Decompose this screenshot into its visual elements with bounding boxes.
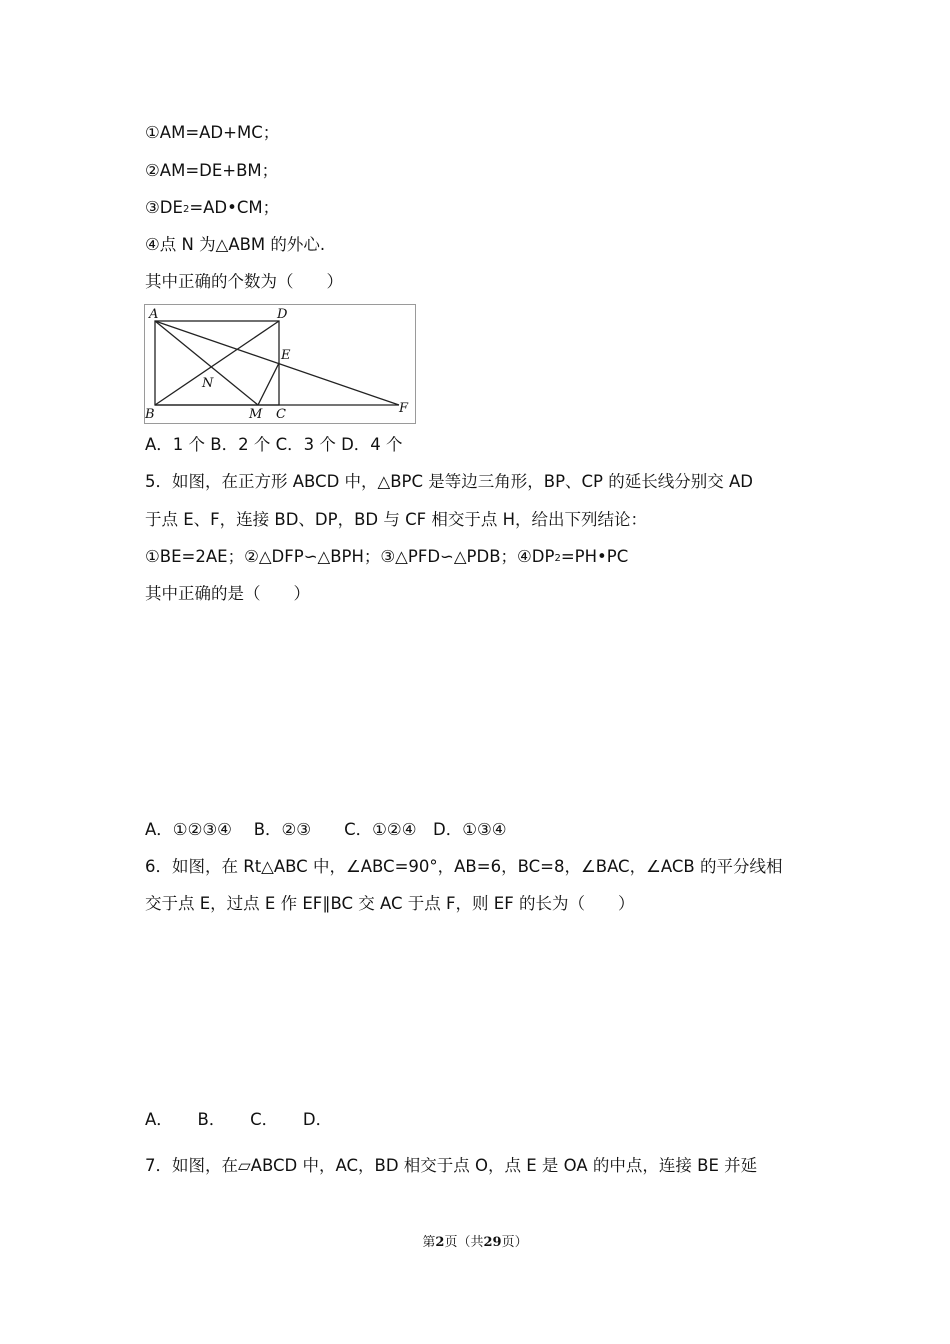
label-D: D xyxy=(277,307,288,322)
q4-options: A．1 个 B．2 个 C．3 个 D．4 个 xyxy=(145,435,403,454)
label-M: M xyxy=(249,407,263,422)
q5-stem-line2: 于点 E、F，连接 BD、DP，BD 与 CF 相交于点 H，给出下列结论： xyxy=(145,510,648,529)
q4-statement-3: $③DE^2=AD•CM$； xyxy=(145,198,280,217)
q4-statement-2: ②AM=DE+BM； xyxy=(145,161,279,180)
label-A: A xyxy=(149,307,159,322)
q6-stem-line2: 交于点 E，过点 E 作 EF∥BC 交 AC 于点 F，则 EF 的长为（ ） xyxy=(145,894,635,913)
label-E: E xyxy=(281,348,291,363)
q5-prompt: 其中正确的是（ ） xyxy=(145,584,310,603)
label-C: C xyxy=(276,407,286,422)
q4-prompt: 其中正确的个数为（ ） xyxy=(145,272,343,291)
q6-stem-line1: 6．如图，在 Rt△ABC 中，∠ABC=90°，AB=6，BC=8，∠BAC，∠ACB 的平分线相 xyxy=(145,857,783,876)
q4-geometry-figure xyxy=(144,304,416,424)
page-number: 2 xyxy=(435,1235,445,1250)
page-total: 29 xyxy=(483,1235,502,1250)
rectangle-diagram xyxy=(145,305,415,423)
q5-conclusions: ①BE=2AE；②△DFP∽△BPH；③△PFD∽△PDB；$④DP^2=PH•PC$ xyxy=(145,547,629,566)
q4-statement-1: ①AM=AD+MC； xyxy=(145,123,280,142)
q4-statement-4: ④点 N 为△ABM 的外心. xyxy=(145,235,326,254)
q7-stem-line1: 7．如图，在▱ABCD 中，AC，BD 相交于点 O，点 E 是 OA 的中点，连接 BE 并延 xyxy=(145,1156,758,1175)
q5-stem-line1: 5．如图，在正方形 ABCD 中，△BPC 是等边三角形，BP、CP 的延长线分别交 AD xyxy=(145,472,753,491)
label-B: B xyxy=(145,407,155,422)
label-F: F xyxy=(399,401,409,416)
page-footer: 第2页（共29页） xyxy=(422,1235,528,1250)
q6-options: A． B． C． D． xyxy=(145,1110,333,1129)
q5-options: A．①②③④ B．②③ C．①②④ D．①③④ xyxy=(145,820,507,839)
label-N: N xyxy=(202,376,214,391)
